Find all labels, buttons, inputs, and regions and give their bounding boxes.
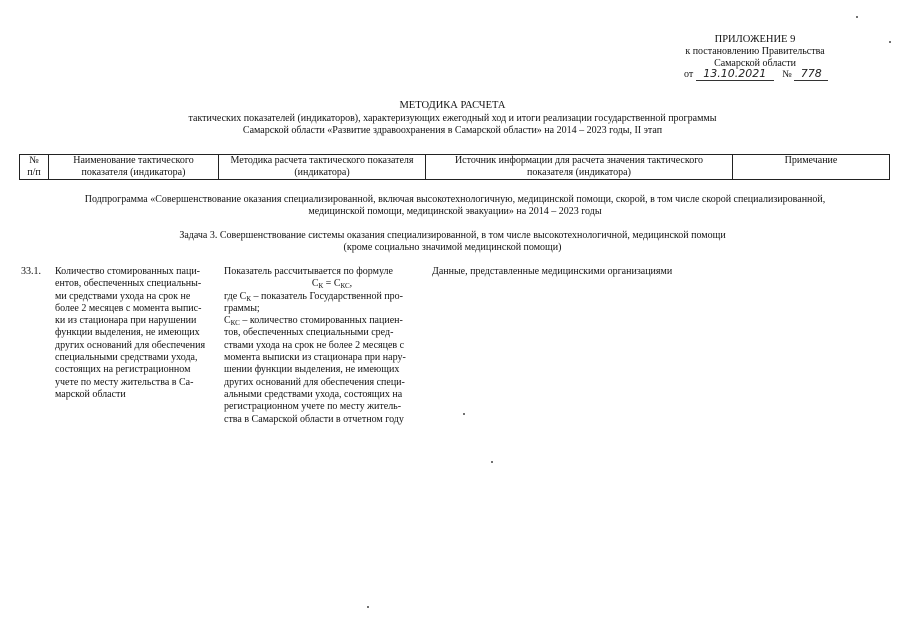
indicator-line: ентов, обеспеченных специальны- — [55, 278, 202, 290]
task-line-1: Задача 3. Совершенствование системы оказания специализированной, в том числе высокотехнологичной, медицинской помощи — [179, 230, 726, 241]
indicator-name — [55, 266, 217, 401]
method-line: тов, обеспеченных специальными сред- — [224, 327, 394, 339]
task-heading — [60, 230, 845, 254]
subprogram-line-2: медицинской помощи, медицинской эвакуации» на 2014 – 2023 годы — [308, 206, 602, 217]
table-header-row — [20, 155, 890, 180]
indicator-line: ки из стационара при нарушении — [55, 315, 197, 327]
task-line-2: (кроме социально значимой медицинской помощи) — [343, 242, 562, 253]
document-subtitle — [0, 113, 905, 137]
header-source — [426, 155, 733, 180]
method-line: других оснований для обеспечения специ- — [224, 376, 405, 388]
formula-end: , — [349, 278, 353, 290]
method-line: альными средствами ухода, состоящих на — [224, 388, 403, 400]
appendix-title: ПРИЛОЖЕНИЕ 9 — [714, 34, 796, 45]
where-ckc — [224, 315, 426, 327]
ckc-symbol: С — [224, 315, 231, 327]
row-number: 33.1. — [21, 266, 41, 277]
method-line: регистрационном учете по месту житель- — [224, 401, 402, 413]
ckc-text: – количество стомированных пациен- — [239, 315, 403, 327]
date-prefix: от — [684, 69, 694, 80]
where-ck-line-2: граммы; — [224, 302, 260, 314]
information-source: Данные, представленные медицинскими организациями — [432, 266, 673, 277]
header-indicator-name-line-2: показателя (индикатора) — [81, 167, 186, 178]
subprogram-line-1: Подпрограмма «Совершенствование оказания специализированной, включая высокотехнологичную, медицинской помощи, скорой, в том числе скорой специализированной, — [84, 194, 826, 205]
indicator-line: Количество стомированных паци- — [55, 266, 200, 277]
calculation-method — [224, 266, 426, 426]
indicator-line: марской области — [55, 388, 126, 400]
header-method — [219, 155, 426, 180]
scan-speck — [491, 461, 493, 463]
header-indicator-name — [49, 155, 219, 180]
header-note-line-1: Примечание — [784, 155, 838, 166]
document-title: МЕТОДИКА РАСЧЕТА — [399, 100, 506, 111]
header-method-line-2: (индикатора) — [294, 167, 350, 178]
handwritten-date: 13.10.2021 — [696, 68, 774, 81]
indicator-line: ми средствами ухода на срок не — [55, 290, 191, 302]
where-ck — [224, 291, 426, 303]
indicator-line: состоящих на регистрационном — [55, 364, 191, 376]
formula-rhs: С — [333, 278, 341, 290]
scan-speck — [856, 16, 858, 18]
appendix-block — [660, 34, 850, 70]
method-intro: Показатель рассчитывается по формуле — [224, 266, 393, 277]
header-note — [733, 155, 890, 180]
where-ck-prefix: где С — [224, 290, 247, 302]
scan-speck — [367, 606, 369, 608]
ckc-sub: КС — [230, 319, 240, 328]
appendix-line-2: Самарской области — [714, 58, 796, 69]
where-ck-sub: К — [246, 294, 251, 303]
formula — [224, 278, 426, 290]
subprogram-heading — [30, 194, 880, 218]
formula-rhs-sub: КС — [340, 282, 350, 291]
header-number-line-2: п/п — [27, 167, 41, 178]
header-number — [20, 155, 49, 180]
indicator-line: функции выделения, не имеющих — [55, 327, 200, 339]
header-indicator-name-line-1: Наименование тактического — [73, 155, 194, 166]
subtitle-line-1: тактических показателей (индикаторов), характеризующих ежегодный ход и итоги реализации государственной программы — [188, 113, 717, 124]
method-line: ствами ухода на срок не более 2 месяцев с — [224, 339, 405, 351]
indicator-line: учете по месту жительства в Са- — [55, 376, 194, 388]
appendix-line-1: к постановлению Правительства — [685, 46, 825, 57]
header-source-line-1: Источник информации для расчета значения тактического — [454, 155, 704, 166]
scan-speck — [889, 41, 891, 43]
subtitle-line-2: Самарской области «Развитие здравоохранения в Самарской области» на 2014 – 2023 годы, II этап — [242, 125, 663, 136]
handwritten-number: 778 — [794, 68, 828, 81]
header-number-line-1: № — [29, 155, 39, 166]
where-ck-text: – показатель Государственной про- — [250, 290, 403, 302]
indicator-line: других оснований для обеспечения — [55, 339, 206, 351]
formula-lhs: С — [311, 278, 319, 290]
table-header — [19, 154, 890, 180]
method-line: шении функции выделения, не имеющих — [224, 364, 400, 376]
formula-eq: = — [323, 278, 334, 290]
method-line: момента выписки из стационара при нару- — [224, 352, 406, 364]
number-prefix: № — [782, 69, 792, 80]
approval-line — [684, 68, 854, 82]
formula-lhs-sub: К — [318, 282, 324, 291]
indicator-line: более 2 месяцев с момента выпис- — [55, 302, 202, 314]
scan-speck — [463, 413, 465, 415]
header-source-line-2: показателя (индикатора) — [527, 167, 631, 178]
method-line: ства в Самарской области в отчетном году — [224, 413, 404, 425]
header-method-line-1: Методика расчета тактического показателя — [230, 155, 414, 166]
indicator-line: специальными средствами ухода, — [55, 352, 198, 364]
